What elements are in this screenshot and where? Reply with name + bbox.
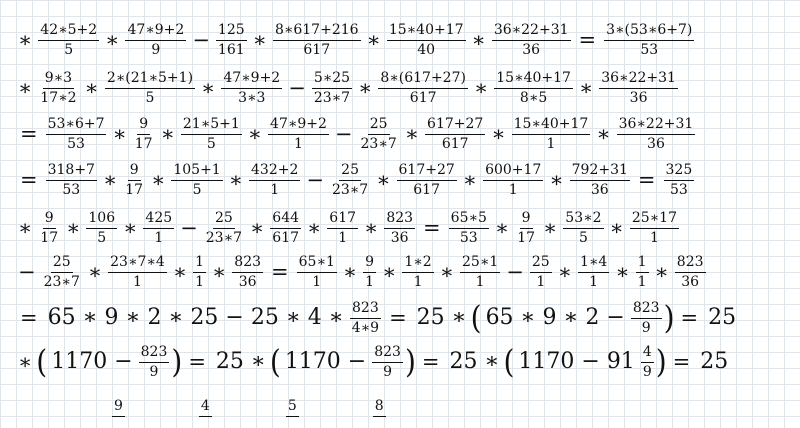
fraction-denominator: 617 xyxy=(409,89,437,106)
fraction-denominator: 53 xyxy=(459,229,478,246)
fraction-denominator: 36 xyxy=(390,229,409,246)
fraction xyxy=(268,210,303,245)
fraction xyxy=(271,22,363,57)
fraction xyxy=(492,70,575,105)
fraction-numerator: 823 xyxy=(384,210,415,228)
fraction-numerator: 9 xyxy=(363,254,376,272)
fraction xyxy=(110,398,127,417)
fraction-denominator: 617 xyxy=(441,135,469,152)
fraction xyxy=(382,210,417,245)
multiply-operator: ∗ xyxy=(105,27,120,52)
multiply-operator: ∗ xyxy=(18,215,33,240)
fraction-numerator: 1 xyxy=(193,254,206,272)
equals-sign: = xyxy=(637,167,656,192)
fraction-denominator: 1 xyxy=(413,273,423,290)
fraction-denominator: 36 xyxy=(647,135,665,152)
fraction-numerator: 823 xyxy=(675,254,706,272)
expression-line xyxy=(14,342,794,382)
fraction xyxy=(84,210,119,245)
fraction-denominator: 5 xyxy=(192,181,202,198)
parenthesis: ) xyxy=(171,342,183,381)
multiply-operator: ∗ xyxy=(307,215,322,240)
fraction xyxy=(197,398,214,417)
multiply-operator: ∗ xyxy=(252,27,267,52)
fraction xyxy=(528,254,554,289)
minus-operator: − xyxy=(288,75,306,100)
equals-sign: = xyxy=(20,167,38,192)
fraction-numerator: 644 xyxy=(270,210,301,228)
multiply-operator: ∗ xyxy=(494,215,510,240)
multiply-operator: ∗ xyxy=(439,259,454,284)
expression-line xyxy=(14,114,794,154)
multiply-operator: ∗ xyxy=(491,121,506,146)
multiply-operator: ∗ xyxy=(102,167,118,192)
fraction xyxy=(106,254,169,289)
equals-sign: = xyxy=(20,121,38,146)
fraction-denominator: 53 xyxy=(640,41,659,58)
fraction xyxy=(214,22,249,57)
fraction-denominator: 9 xyxy=(383,363,393,380)
fraction-numerator: 823 xyxy=(139,344,170,362)
equals-sign: = xyxy=(271,259,289,284)
fraction-denominator: 23∗7 xyxy=(205,229,242,246)
fraction-numerator: 2∗(21∗5+1) xyxy=(105,70,195,88)
equals-sign: = xyxy=(188,349,206,374)
fraction-numerator: 8∗617+216 xyxy=(273,22,361,40)
fraction-numerator: 3∗(53∗6+7) xyxy=(604,22,694,40)
expression-line xyxy=(14,68,794,108)
parenthesis: ( xyxy=(269,342,281,381)
fraction-denominator: 1 xyxy=(536,273,546,290)
fraction-numerator: 8∗(617+27) xyxy=(378,70,468,88)
expression-line xyxy=(14,252,794,292)
fraction-denominator: 36 xyxy=(590,181,609,198)
fraction-denominator: 53 xyxy=(669,181,688,198)
fraction xyxy=(561,210,605,245)
fraction xyxy=(361,254,378,289)
fraction xyxy=(628,210,681,245)
fraction xyxy=(513,210,539,245)
fraction xyxy=(481,162,545,197)
parenthesis: ( xyxy=(470,298,482,337)
fraction-numerator: 21∗5+1 xyxy=(181,116,242,134)
fraction-numerator: 9∗3 xyxy=(43,70,74,88)
fraction-denominator: 1 xyxy=(475,273,485,290)
fraction-denominator: 17 xyxy=(134,135,153,152)
fraction-numerator: 25 xyxy=(213,210,235,228)
parenthesis: ) xyxy=(655,342,667,381)
equals-sign: = xyxy=(680,305,699,330)
fraction xyxy=(615,116,698,151)
fraction-denominator: 5 xyxy=(145,89,155,106)
fraction-denominator: 23∗7 xyxy=(43,273,80,290)
fraction-denominator: 3∗3 xyxy=(238,89,266,106)
fraction xyxy=(137,344,172,379)
multiply-operator: ∗ xyxy=(247,121,263,146)
fraction-denominator: 36 xyxy=(522,41,541,58)
multiply-operator: ∗ xyxy=(160,121,175,146)
expression-text: 25 ∗ xyxy=(215,349,266,374)
equals-sign: = xyxy=(389,305,407,330)
fraction-numerator: 9 xyxy=(520,210,533,228)
fraction-denominator: 617 xyxy=(272,229,300,246)
fraction-denominator: 1 xyxy=(649,229,659,246)
equals-sign: = xyxy=(672,349,691,374)
fraction-denominator: 53 xyxy=(62,181,81,198)
fraction-denominator: 1 xyxy=(546,135,556,152)
fraction-denominator: 5 xyxy=(206,135,216,152)
fraction xyxy=(370,344,405,379)
multiply-operator: ∗ xyxy=(596,121,611,146)
fraction xyxy=(576,254,611,289)
minus-operator: − xyxy=(506,259,524,284)
fraction-numerator: 106 xyxy=(86,210,117,228)
fraction-denominator: 1 xyxy=(637,273,647,290)
fraction xyxy=(602,22,696,57)
equals-sign: = xyxy=(578,27,597,52)
fraction-denominator: 617 xyxy=(413,181,440,198)
fraction-numerator: 47∗9+2 xyxy=(125,22,186,40)
multiply-operator: ∗ xyxy=(404,121,420,146)
multiply-operator: ∗ xyxy=(18,349,33,374)
parenthesis: ( xyxy=(503,342,515,381)
fraction-numerator: 9 xyxy=(137,116,150,134)
equals-sign: = xyxy=(20,305,38,330)
fraction-numerator: 432+2 xyxy=(249,162,300,180)
expression-text: 25 xyxy=(700,349,729,374)
fraction-numerator: 125 xyxy=(216,22,247,40)
fraction-numerator: 5 xyxy=(286,398,299,416)
fraction-denominator: 9 xyxy=(151,41,161,58)
multiply-operator: ∗ xyxy=(543,215,558,240)
multiply-operator: ∗ xyxy=(549,167,564,192)
expression-text: 25 ∗ xyxy=(449,349,500,374)
multiply-operator: ∗ xyxy=(366,27,381,52)
expression-line xyxy=(14,20,794,60)
fraction-numerator: 25 xyxy=(339,162,361,180)
fraction-denominator xyxy=(203,417,207,418)
fraction-denominator: 1 xyxy=(294,135,303,152)
fraction-numerator: 25 xyxy=(530,254,552,272)
fraction xyxy=(597,70,680,105)
expression-text: 25 ∗ xyxy=(416,305,467,330)
fraction-numerator: 25 xyxy=(51,254,73,272)
fraction xyxy=(191,254,208,289)
fraction xyxy=(385,22,468,57)
multiply-operator: ∗ xyxy=(112,121,127,146)
fraction xyxy=(634,254,651,289)
fraction-numerator: 318+7 xyxy=(46,162,97,180)
multiply-operator: ∗ xyxy=(123,215,138,240)
fraction-numerator: 15∗40+17 xyxy=(387,22,466,40)
multiply-operator: ∗ xyxy=(376,167,391,192)
fraction-denominator: 4∗9 xyxy=(351,319,380,336)
multiply-operator: ∗ xyxy=(18,75,33,100)
minus-operator: − xyxy=(334,121,353,146)
fraction-numerator: 15∗40+17 xyxy=(494,70,573,88)
expression-line xyxy=(14,208,794,248)
expression-text: 65 ∗ 9 ∗ 2 − xyxy=(485,305,625,330)
fraction-denominator: 36 xyxy=(238,273,257,290)
fraction xyxy=(36,210,62,245)
fraction xyxy=(423,116,487,151)
multiply-operator: ∗ xyxy=(201,75,216,100)
fraction xyxy=(121,162,147,197)
multiply-operator: ∗ xyxy=(654,259,669,284)
fraction-numerator: 600+17 xyxy=(483,162,543,180)
multiply-operator: ∗ xyxy=(462,167,478,192)
fraction-denominator xyxy=(290,417,294,418)
fraction xyxy=(131,116,157,151)
fraction-numerator: 25 xyxy=(368,116,390,134)
expression-text: 25 xyxy=(708,305,737,330)
fraction xyxy=(568,162,632,197)
fraction-numerator: 65∗5 xyxy=(449,210,489,228)
expression-line xyxy=(110,388,794,428)
fraction-denominator: 23∗7 xyxy=(360,135,397,152)
multiply-operator: ∗ xyxy=(212,259,227,284)
expression-line xyxy=(14,160,794,200)
fraction-numerator: 325 xyxy=(664,162,695,180)
fraction xyxy=(169,162,224,197)
fraction-numerator: 25∗17 xyxy=(630,210,679,228)
fraction xyxy=(284,398,301,417)
fraction-denominator: 1 xyxy=(195,273,205,290)
fraction-numerator: 9 xyxy=(43,210,56,228)
equals-sign: = xyxy=(421,349,440,374)
multiply-operator: ∗ xyxy=(151,167,166,192)
fraction-numerator: 53∗6+7 xyxy=(46,116,107,134)
fraction-denominator: 8∗5 xyxy=(519,89,548,106)
fraction-denominator: 1 xyxy=(154,229,164,246)
multiply-operator: ∗ xyxy=(382,259,397,284)
expression-text: 1170 − 91 xyxy=(518,349,635,374)
multiply-operator: ∗ xyxy=(471,27,486,52)
fraction-numerator: 15∗40+17 xyxy=(512,116,591,134)
parenthesis: ) xyxy=(404,342,416,381)
fraction-numerator: 823 xyxy=(350,300,381,318)
fraction xyxy=(395,162,459,197)
fraction-numerator: 47∗9+2 xyxy=(268,116,329,134)
fraction xyxy=(328,162,372,197)
fraction xyxy=(348,300,383,335)
fraction xyxy=(510,116,593,151)
fraction-numerator: 23∗7∗4 xyxy=(108,254,167,272)
fraction xyxy=(447,210,491,245)
expression-text: 65 ∗ 9 ∗ 2 ∗ 25 − 25 ∗ 4 ∗ xyxy=(47,305,344,330)
fraction xyxy=(230,254,265,289)
fraction-numerator: 823 xyxy=(372,344,403,362)
expression-text: 1170 − xyxy=(284,349,367,374)
multiply-operator: ∗ xyxy=(358,75,373,100)
fraction-denominator: 161 xyxy=(217,41,245,58)
fraction xyxy=(371,398,388,417)
fraction xyxy=(400,254,435,289)
fraction xyxy=(629,300,664,335)
fraction xyxy=(490,22,573,57)
fraction-denominator: 1 xyxy=(338,229,348,246)
fraction xyxy=(219,70,284,105)
fraction xyxy=(458,254,502,289)
fraction xyxy=(202,210,246,245)
multiply-operator: ∗ xyxy=(66,215,81,240)
equals-sign: = xyxy=(423,215,441,240)
fraction-denominator: 617 xyxy=(303,41,331,58)
fraction-numerator: 823 xyxy=(631,300,662,318)
multiply-operator: ∗ xyxy=(342,259,358,284)
fraction xyxy=(325,210,360,245)
minus-operator: − xyxy=(18,259,36,284)
fraction-denominator: 5 xyxy=(64,41,74,58)
fraction-numerator: 792+31 xyxy=(570,162,630,180)
fraction-denominator xyxy=(377,417,381,418)
multiply-operator: ∗ xyxy=(18,27,33,52)
fraction xyxy=(310,70,354,105)
fraction-denominator: 9 xyxy=(642,363,652,380)
fraction xyxy=(141,210,176,245)
fraction xyxy=(40,254,84,289)
parenthesis: ) xyxy=(663,298,675,337)
fraction-numerator: 4 xyxy=(199,398,212,416)
fraction-denominator: 1 xyxy=(270,181,280,198)
fraction-numerator: 9 xyxy=(128,162,141,180)
fraction-numerator: 425 xyxy=(143,210,174,228)
multiply-operator: ∗ xyxy=(364,215,379,240)
fraction xyxy=(36,22,101,57)
fraction-numerator: 823 xyxy=(232,254,263,272)
fraction-numerator: 617+27 xyxy=(397,162,457,180)
fraction xyxy=(44,162,99,197)
fraction xyxy=(44,116,109,151)
fraction-numerator: 617+27 xyxy=(425,116,485,134)
multiply-operator: ∗ xyxy=(578,75,594,100)
fraction-denominator xyxy=(116,417,120,418)
multiply-operator: ∗ xyxy=(250,215,265,240)
fraction-denominator: 23∗7 xyxy=(313,89,351,106)
fraction-denominator: 9 xyxy=(149,363,159,380)
fraction-denominator: 1 xyxy=(312,273,322,290)
fraction xyxy=(673,254,708,289)
fraction-numerator: 1∗2 xyxy=(402,254,433,272)
multiply-operator: ∗ xyxy=(228,167,243,192)
parenthesis: ( xyxy=(36,342,48,381)
fraction-denominator: 5 xyxy=(578,229,588,246)
fraction-numerator: 5∗25 xyxy=(312,70,352,88)
fraction-denominator: 40 xyxy=(417,41,436,58)
fraction-numerator: 36∗22+31 xyxy=(492,22,571,40)
fraction xyxy=(179,116,244,151)
fraction-numerator: 36∗22+31 xyxy=(617,116,696,134)
fraction-denominator: 36 xyxy=(629,89,648,106)
fraction-denominator: 1 xyxy=(365,273,375,290)
fraction xyxy=(662,162,697,197)
fraction-denominator: 23∗7 xyxy=(331,181,369,198)
fraction-denominator: 53 xyxy=(67,135,85,152)
fraction-numerator: 25∗1 xyxy=(460,254,500,272)
multiply-operator: ∗ xyxy=(473,75,489,100)
multiply-operator: ∗ xyxy=(609,215,624,240)
fraction-denominator: 17 xyxy=(125,181,144,198)
minus-operator: − xyxy=(192,27,210,52)
multiply-operator: ∗ xyxy=(172,259,188,284)
multiply-operator: ∗ xyxy=(87,259,103,284)
fraction xyxy=(376,70,470,105)
fraction xyxy=(266,116,331,151)
fraction-denominator: 9 xyxy=(641,319,651,336)
expression-text: 1170 − xyxy=(51,349,133,374)
fraction-numerator: 36∗22+31 xyxy=(599,70,678,88)
fraction xyxy=(123,22,188,57)
fraction-denominator: 36 xyxy=(681,273,700,290)
expression-line xyxy=(14,298,794,338)
fraction-denominator: 17 xyxy=(40,229,59,246)
fraction-numerator: 42∗5+2 xyxy=(38,22,99,40)
minus-operator: − xyxy=(306,167,324,192)
fraction-denominator: 1 xyxy=(508,181,518,198)
fraction-denominator: 1 xyxy=(133,273,142,290)
multiply-operator: ∗ xyxy=(84,75,99,100)
fraction-numerator: 1 xyxy=(636,254,649,272)
fraction-numerator: 53∗2 xyxy=(563,210,603,228)
fraction xyxy=(295,254,339,289)
fraction xyxy=(639,344,656,379)
fraction xyxy=(103,70,197,105)
multiply-operator: ∗ xyxy=(615,259,630,284)
fraction-numerator: 47∗9+2 xyxy=(221,70,282,88)
fraction-numerator: 8 xyxy=(373,398,386,416)
multiply-operator: ∗ xyxy=(557,259,572,284)
fraction-numerator: 1∗4 xyxy=(578,254,609,272)
fraction-denominator: 5 xyxy=(97,229,107,246)
fraction-denominator: 17 xyxy=(517,229,536,246)
fraction-numerator: 105+1 xyxy=(171,162,222,180)
fraction xyxy=(36,70,80,105)
fraction-denominator: 17∗2 xyxy=(40,89,77,106)
fraction-numerator: 617 xyxy=(327,210,358,228)
fraction-numerator: 9 xyxy=(112,398,125,416)
fraction xyxy=(357,116,401,151)
fraction-numerator: 4 xyxy=(641,344,654,362)
fraction-numerator: 65∗1 xyxy=(297,254,337,272)
fraction-denominator: 1 xyxy=(589,273,599,290)
fraction xyxy=(247,162,302,197)
minus-operator: − xyxy=(180,215,198,240)
